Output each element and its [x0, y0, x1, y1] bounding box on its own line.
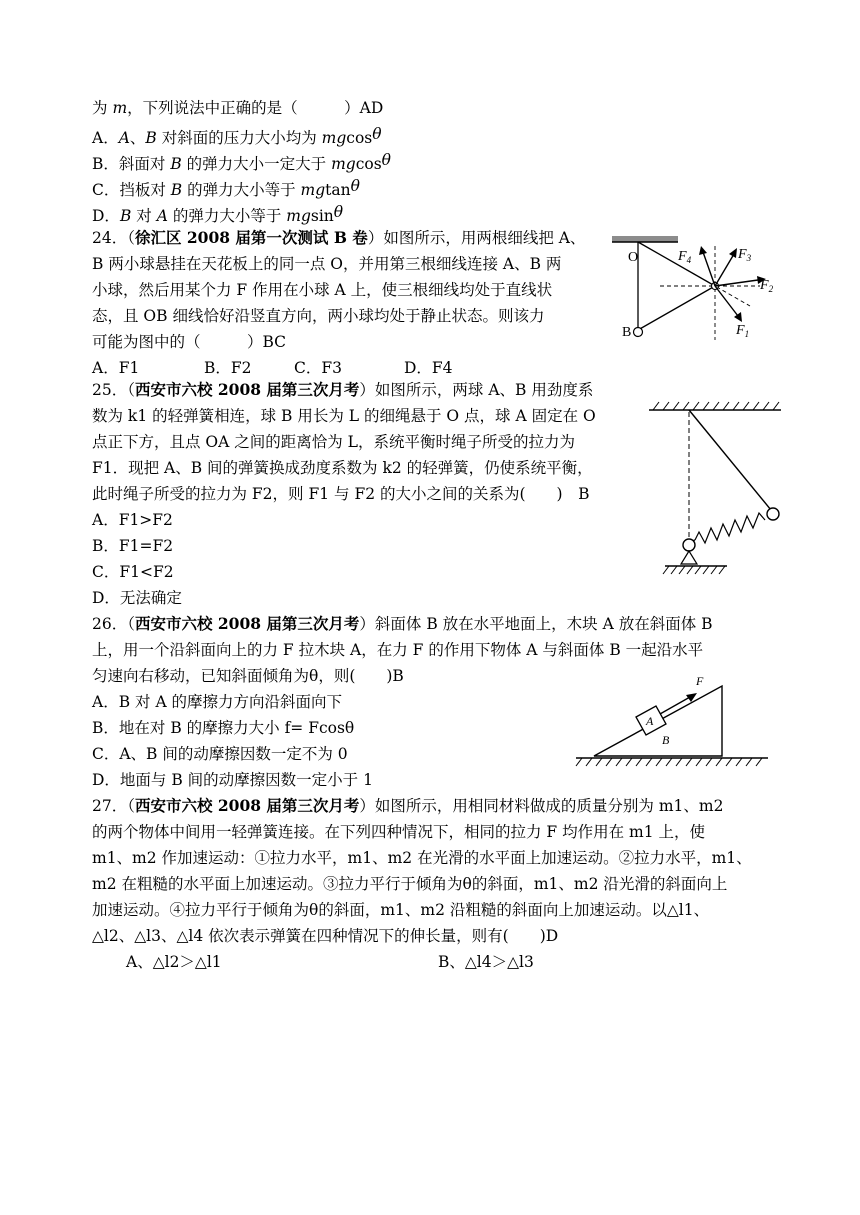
label-b: B: [622, 325, 632, 340]
label-f2: $F_2$: [760, 278, 774, 294]
q26-line-1: 26．（西安市六校 2008 届第三次月考）斜面体 B 放在水平地面上，木块 A 放在斜面体 B: [92, 614, 713, 633]
q25-option-c: C．F1<F2: [92, 563, 174, 581]
label-o: O: [628, 250, 639, 265]
q26-option-b: B．地在对 B 的摩擦力大小 f= Fcosθ: [92, 719, 355, 737]
string-oa: [638, 242, 715, 286]
q25-line-3: 点正下方，且点 OA 之间的距离恰为 L，系统平衡时绳子所受的拉力为: [92, 433, 575, 451]
q25-line-5: 此时绳子所受的拉力为 F2，则 F1 与 F2 的大小之间的关系为( ) B: [92, 485, 590, 503]
q27-line-5: 加速运动。④拉力平行于倾角为θ的斜面，m1、m2 沿粗糙的斜面向上加速运动。以△l1、: [92, 901, 710, 919]
label-b: B: [662, 733, 670, 747]
q27-line-6: △l2、△l3、△l4 依次表示弹簧在四种情况下的伸长量，则有( )D: [92, 927, 559, 945]
q26-figure: [572, 672, 772, 776]
q25-line-4: F1．现把 A、B 间的弹簧换成劲度系数为 k2 的轻弹簧，仍使系统平衡，: [92, 459, 593, 477]
q24-line-3: 小球，然后用某个力 F 作用在小球 A 上，使三根细线均处于直线状: [92, 281, 553, 299]
q25-line-1: 25．（西安市六校 2008 届第三次月考）如图所示，两球 A、B 用劲度系: [92, 380, 594, 399]
q24-line-1: 24．（徐汇区 2008 届第一次测试 B 卷）如图所示，用两根细线把 A、: [92, 228, 586, 247]
q25-line-2: 数为 k1 的轻弹簧相连，球 B 用长为 L 的细绳悬于 O 点，球 A 固定在 O: [92, 407, 596, 425]
q24-line-4: 态，且 OB 细线恰好沿竖直方向，两小球均处于静止状态。则该力: [92, 307, 545, 325]
q25-option-a: A．F1>F2: [92, 511, 173, 529]
support: [681, 551, 697, 564]
q27-line-2: 的两个物体中间用一轻弹簧连接。在下列四种情况下，相同的拉力 F 均作用在 m1 上，使: [92, 823, 706, 841]
q23-option-a: A．A、B 对斜面的压力大小均为 mgcosθ: [92, 125, 382, 147]
string-ob: [689, 410, 771, 510]
label-f1: $F_1$: [736, 323, 750, 339]
q26-option-d: D．地面与 B 间的动摩擦因数一定小于 1: [92, 771, 373, 789]
q27-line-4: m2 在粗糙的水平面上加速运动。③拉力平行于倾角为θ的斜面，m1、m2 沿光滑的斜面向上: [92, 875, 728, 893]
label-f3: $F_3$: [738, 247, 752, 263]
ball-b: [767, 508, 779, 520]
spring: [695, 513, 765, 543]
q23-option-c: C．挡板对 B 的弹力大小等于 mgtanθ: [92, 177, 360, 199]
q24-option-d: D．F4: [404, 359, 453, 377]
q24-line-5: 可能为图中的（ ）BC: [92, 333, 287, 351]
arrow-f4: [699, 246, 707, 255]
q24-option-a: A．F1: [92, 359, 140, 377]
q26-option-a: A．B 对 A 的摩擦力方向沿斜面向下: [92, 693, 343, 711]
q23-stem-end: 为 m，下列说法中正确的是（ ）AD: [92, 99, 384, 117]
string-ab: [638, 286, 715, 330]
q25-option-b: B．F1=F2: [92, 537, 174, 555]
label-f: F: [696, 674, 704, 688]
q24-option-c: C．F3: [294, 359, 342, 377]
q27-line-1: 27．（西安市六校 2008 届第三次月考）如图所示，用相同材料做成的质量分别为 m1、m2: [92, 796, 724, 815]
q23-option-d: D．B 对 A 的弹力大小等于 mgsinθ: [92, 203, 344, 225]
q25-figure: [645, 400, 790, 580]
q26-line-3: 匀速向右移动，已知斜面倾角为θ，则( )B: [92, 667, 404, 685]
q26-line-2: 上，用一个沿斜面向上的力 F 拉木块 A，在力 F 的作用下物体 A 与斜面体 B 一起沿水平: [92, 641, 704, 659]
q24-figure: [600, 232, 790, 347]
q27-line-3: m1、m2 作加速运动：①拉力水平，m1、m2 在光滑的水平面上加速运动。②拉力水平，m1、: [92, 849, 752, 867]
q27-option-b: B、△l4＞△l3: [438, 953, 534, 971]
label-f4: $F_4$: [678, 249, 692, 265]
ceiling: [612, 236, 678, 242]
q23-option-b: B．斜面对 B 的弹力大小一定大于 mgcosθ: [92, 151, 392, 173]
ball-b: [634, 328, 643, 337]
q24-line-2: B 两小球悬挂在天花板上的同一点 O，并用第三根细线连接 A、B 两: [92, 255, 562, 273]
label-a: A: [646, 714, 654, 728]
ball-a: [683, 539, 695, 551]
q27-option-a: A、△l2＞△l1: [126, 953, 222, 971]
q26-option-c: C．A、B 间的动摩擦因数一定不为 0: [92, 745, 348, 763]
q24-option-b: B．F2: [204, 359, 252, 377]
arrow-f1: [734, 312, 742, 322]
q25-option-d: D．无法确定: [92, 589, 182, 607]
